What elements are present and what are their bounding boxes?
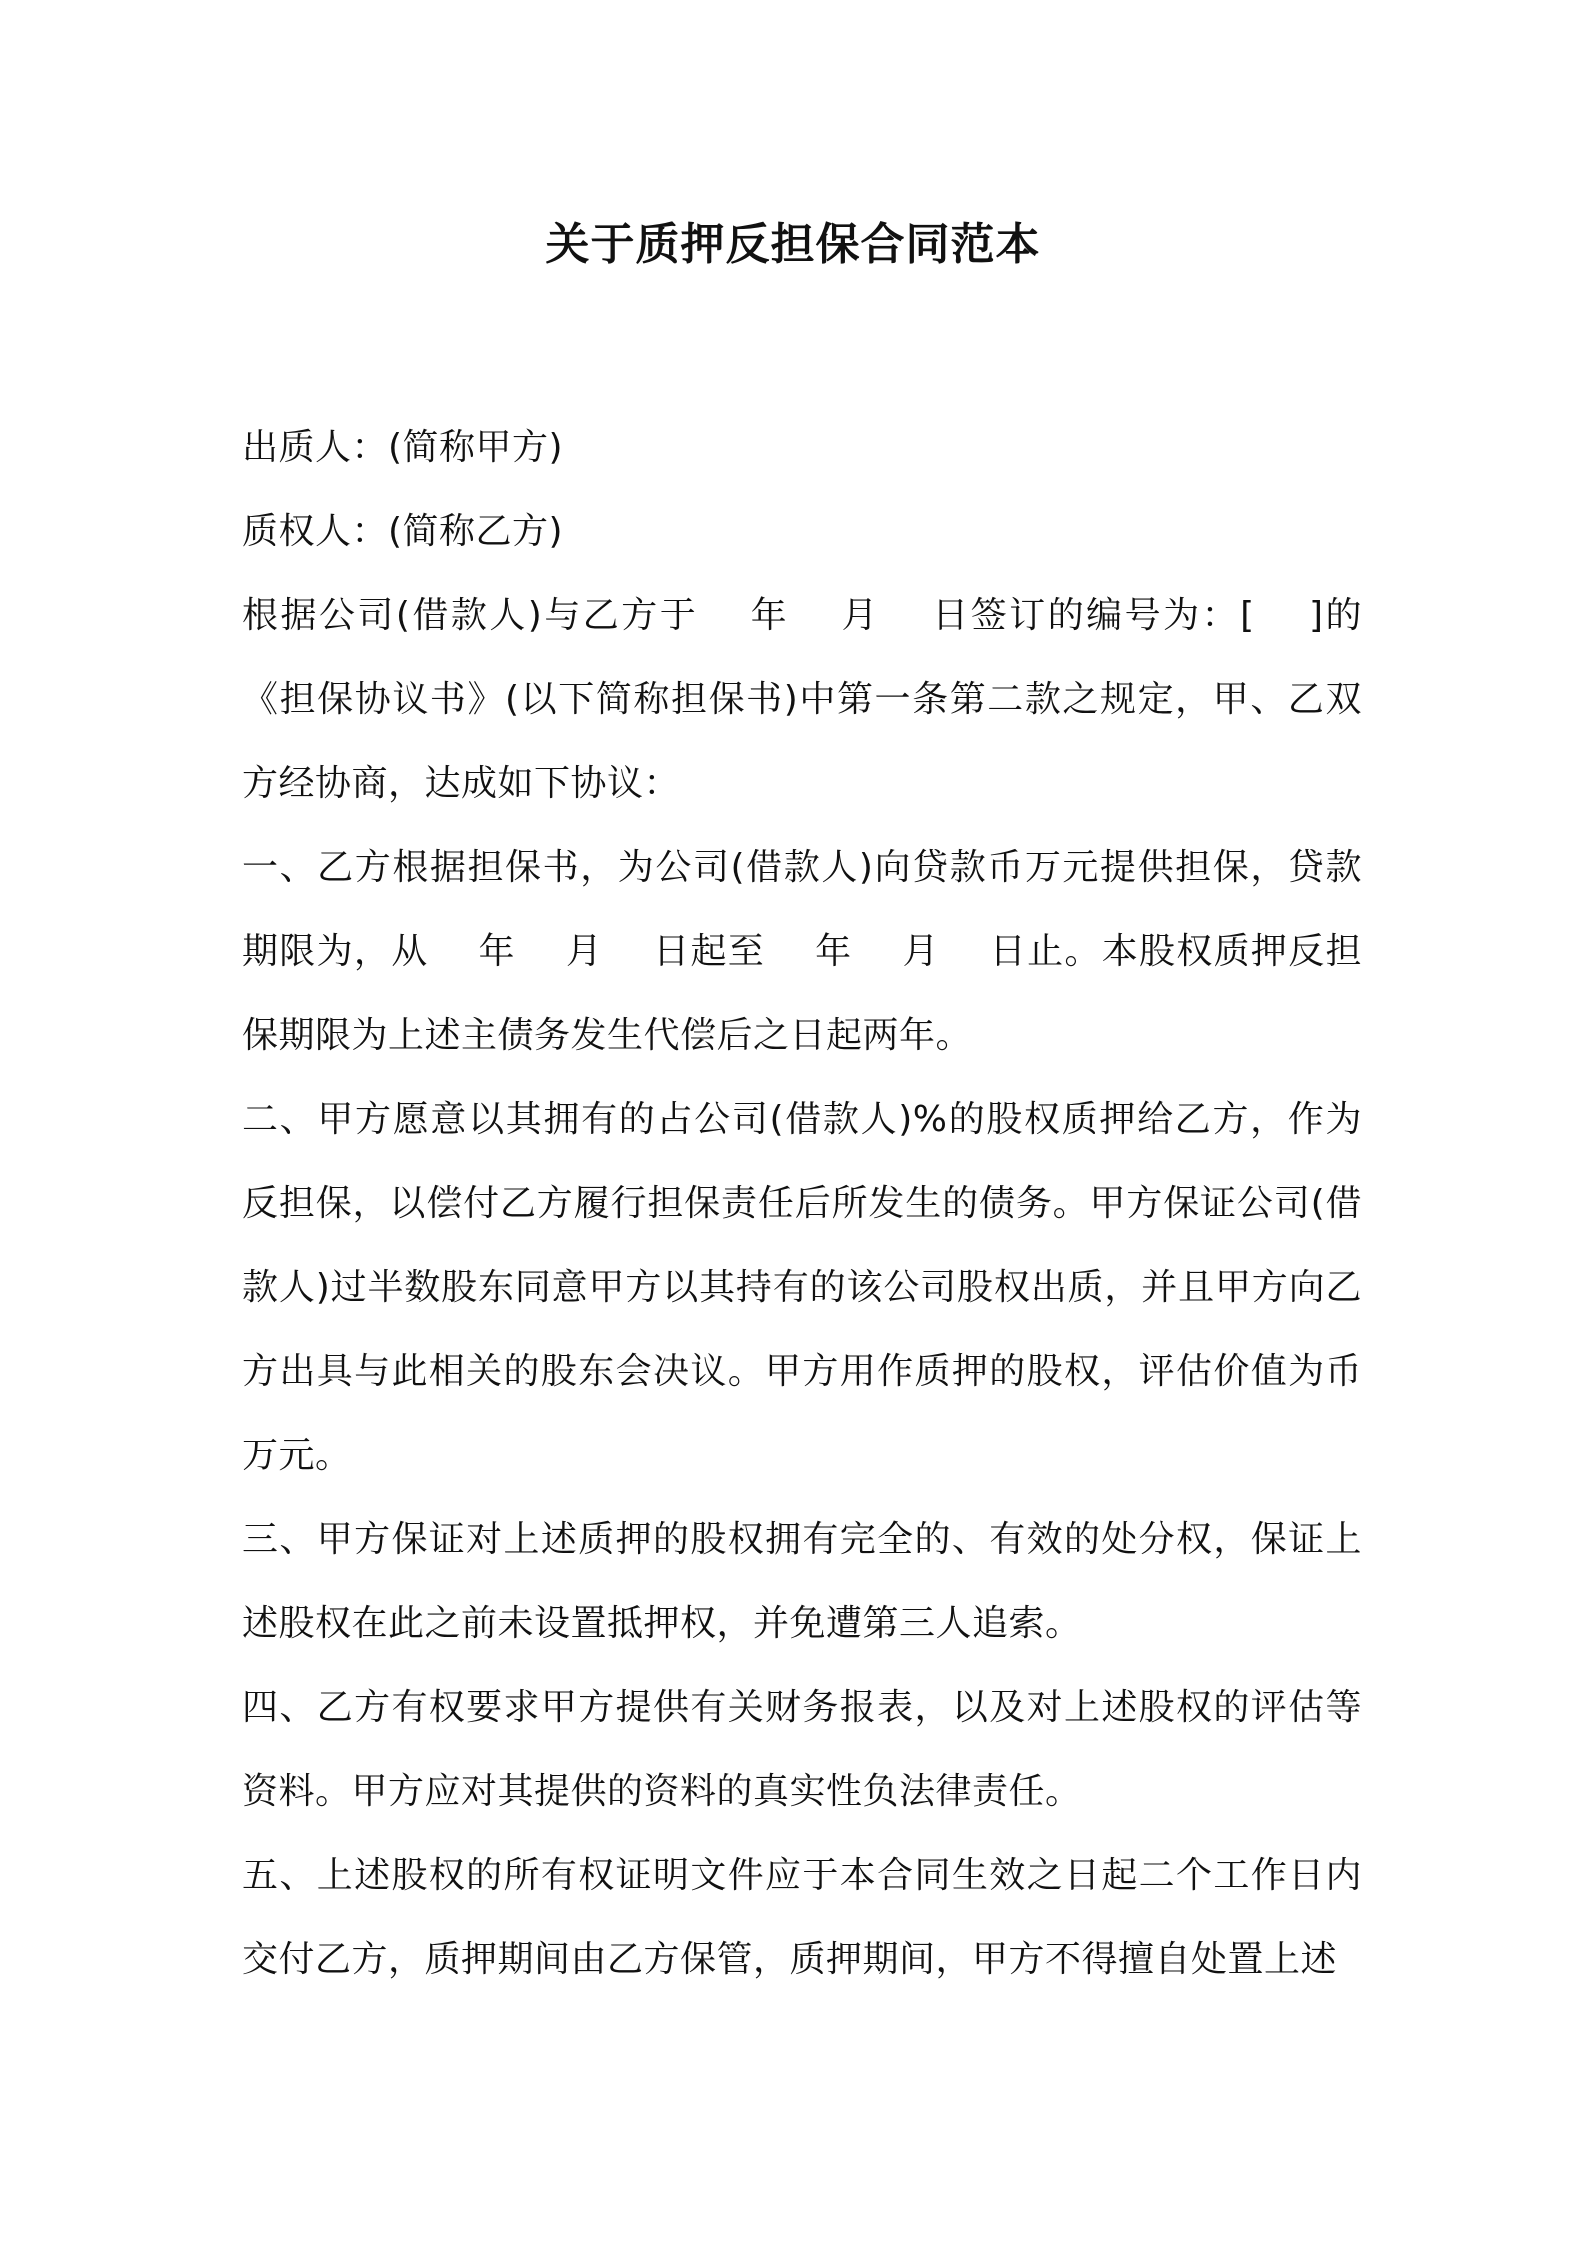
clause-1: 一、乙方根据担保书，为公司(借款人)向贷款币万元提供担保，贷款期限为，从 年 月 日起至 年 月 日止。本股权质押反担保期限为上述主债务发生代偿后之日起两年。 [242, 847, 1362, 1056]
clause-4: 四、乙方有权要求甲方提供有关财务报表，以及对上述股权的评估等资料。甲方应对其提供的资料的真实性负法律责任。 [242, 1687, 1362, 1812]
document-body [242, 406, 1362, 2002]
pledgor-line: 出质人：(简称甲方) [242, 427, 564, 468]
clause-5: 五、上述股权的所有权证明文件应于本合同生效之日起二个工作日内交付乙方，质押期间由乙方保管，质押期间，甲方不得擅自处置上述 [242, 1855, 1362, 1980]
document-title: 关于质押反担保合同范本 [545, 219, 1041, 270]
preamble-paragraph: 根据公司(借款人)与乙方于 年 月 日签订的编号为：[ ]的《担保协议书》(以下简称担保书)中第一条第二款之规定，甲、乙双方经协商，达成如下协议： [242, 595, 1362, 804]
pledgee-line: 质权人：(简称乙方) [242, 511, 564, 552]
clause-3: 三、甲方保证对上述质押的股权拥有完全的、有效的处分权，保证上述股权在此之前未设置抵押权，并免遭第三人追索。 [242, 1519, 1362, 1644]
clause-2: 二、甲方愿意以其拥有的占公司(借款人)%的股权质押给乙方，作为反担保，以偿付乙方履行担保责任后所发生的债务。甲方保证公司(借款人)过半数股东同意甲方以其持有的该公司股权出质，并且甲方向乙方出具与此相关的股东会决议。甲方用作质押的股权，评估价值为币万元。 [242, 1099, 1362, 1476]
